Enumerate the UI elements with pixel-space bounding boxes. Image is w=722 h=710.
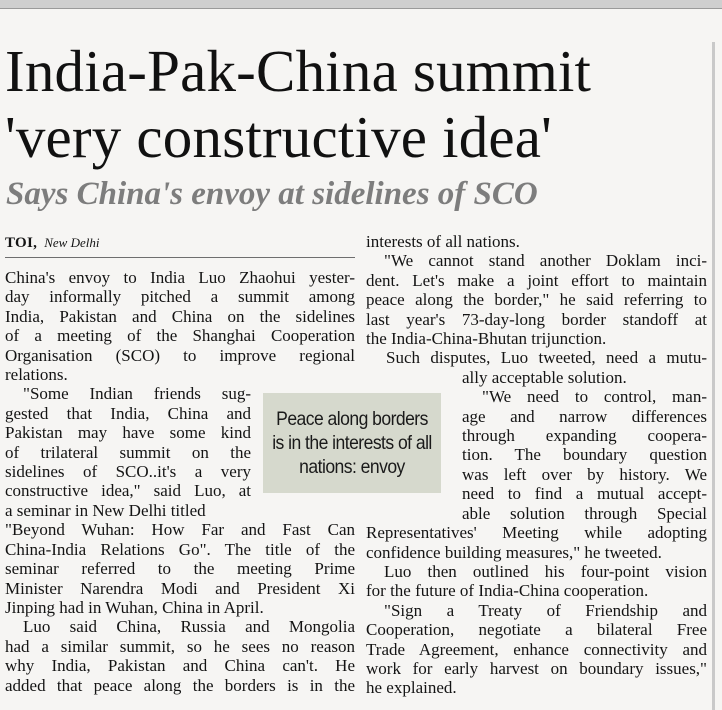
subheadline: Says China's envoy at sidelines of SCO (6, 176, 538, 212)
text-line: he explained. (366, 678, 457, 698)
paragraph (366, 251, 707, 348)
text-line: peace along the border," he said referring to (366, 290, 707, 310)
text-line: day informally pitched a summit among (5, 287, 355, 307)
text-line: Trade Agreement, enhance connectivity and (366, 639, 707, 659)
text-line: last year's 73-day-long border standoff at (366, 309, 707, 329)
text-line: Luo then outlined his four-point vision (384, 561, 707, 581)
text-line: ally acceptable solution. (462, 367, 627, 387)
byline-rule (5, 257, 355, 258)
text-line: Cooperation, negotiate a bilateral Free (366, 620, 707, 640)
text-line: India, Pakistan and China on the sidelines (5, 306, 355, 326)
paragraph (366, 387, 707, 562)
top-border-band (0, 0, 722, 8)
text-line: a seminar in New Delhi titled (5, 500, 206, 520)
paragraph (366, 562, 707, 601)
top-divider (0, 8, 722, 9)
text-line: Minister Narendra Modi and President Xi (5, 578, 355, 598)
paragraph (366, 232, 707, 251)
paragraph (5, 268, 355, 384)
text-line: able solution through Special (462, 503, 707, 523)
text-line: dent. Let's make a joint effort to maintain (366, 270, 707, 290)
text-line: "Beyond Wuhan: How Far and Fast Can (5, 520, 355, 540)
text-line: why India, Pakistan and China can't. He (5, 656, 355, 676)
text-line: seminar referred to the meeting Prime (5, 559, 355, 579)
text-line: of a meeting of the Shanghai Cooperation (5, 326, 355, 346)
text-line: had a similar summit, so he sees no reason (5, 636, 355, 656)
text-line: confidence building measures," he tweeted. (366, 542, 662, 562)
text-line: Such disputes, Luo tweeted, need a mutu- (386, 348, 707, 368)
text-line: "We cannot stand another Doklam inci- (384, 251, 707, 271)
text-line: for the future of India-China cooperation. (366, 581, 649, 601)
headline-line-2: 'very constructive idea' (5, 104, 553, 170)
text-line: Luo said China, Russia and Mongolia (23, 617, 355, 637)
text-line: "We need to control, man- (482, 387, 707, 407)
article-column-right (366, 232, 707, 698)
text-line: Organisation (SCO) to improve regional (5, 345, 355, 365)
text-line: China's envoy to India Luo Zhaohui yester- (5, 268, 355, 287)
text-line: need to find a mutual accept- (462, 484, 707, 504)
byline-source: TOI, (5, 235, 38, 251)
text-line: work for early harvest on boundary issues," (366, 658, 707, 678)
right-edge-strip (712, 42, 715, 710)
byline-place: New Delhi (44, 235, 100, 250)
text-line: constructive idea," said Luo, at (5, 481, 251, 501)
paragraph (366, 348, 707, 387)
text-line: tion. The boundary question (462, 445, 707, 465)
paragraph (366, 601, 707, 698)
text-line: through expanding coopera- (462, 426, 707, 446)
text-line: the India-China-Bhutan trijunction. (366, 329, 607, 349)
text-line: was left over by history. We (462, 464, 707, 484)
text-line: Representatives' Meeting while adopting (366, 523, 707, 543)
text-line: interests of all nations. (366, 232, 520, 251)
text-line: added that peace along the borders is in the (5, 675, 355, 695)
text-line: Pakistan may have some kind (5, 423, 251, 443)
paragraph (5, 617, 355, 695)
text-line: sidelines of SCO..it's a very (5, 462, 251, 482)
text-line: China-India Relations Go". The title of the (5, 539, 355, 559)
text-line: age and narrow differences (462, 406, 707, 426)
text-line: of trilateral summit on the (5, 442, 251, 462)
text-line: gested that India, China and (5, 403, 251, 423)
pull-quote-text: Peace along borders is in the interests of all nations: envoy (272, 408, 432, 478)
text-line: "Sign a Treaty of Friendship and (384, 600, 707, 620)
text-line: "Some Indian friends sug- (23, 384, 251, 404)
headline-line-1: India-Pak-China summit (5, 38, 592, 104)
text-line: relations. (5, 365, 68, 385)
byline (5, 234, 355, 254)
text-line: Jinping had in Wuhan, China in April. (5, 597, 264, 617)
